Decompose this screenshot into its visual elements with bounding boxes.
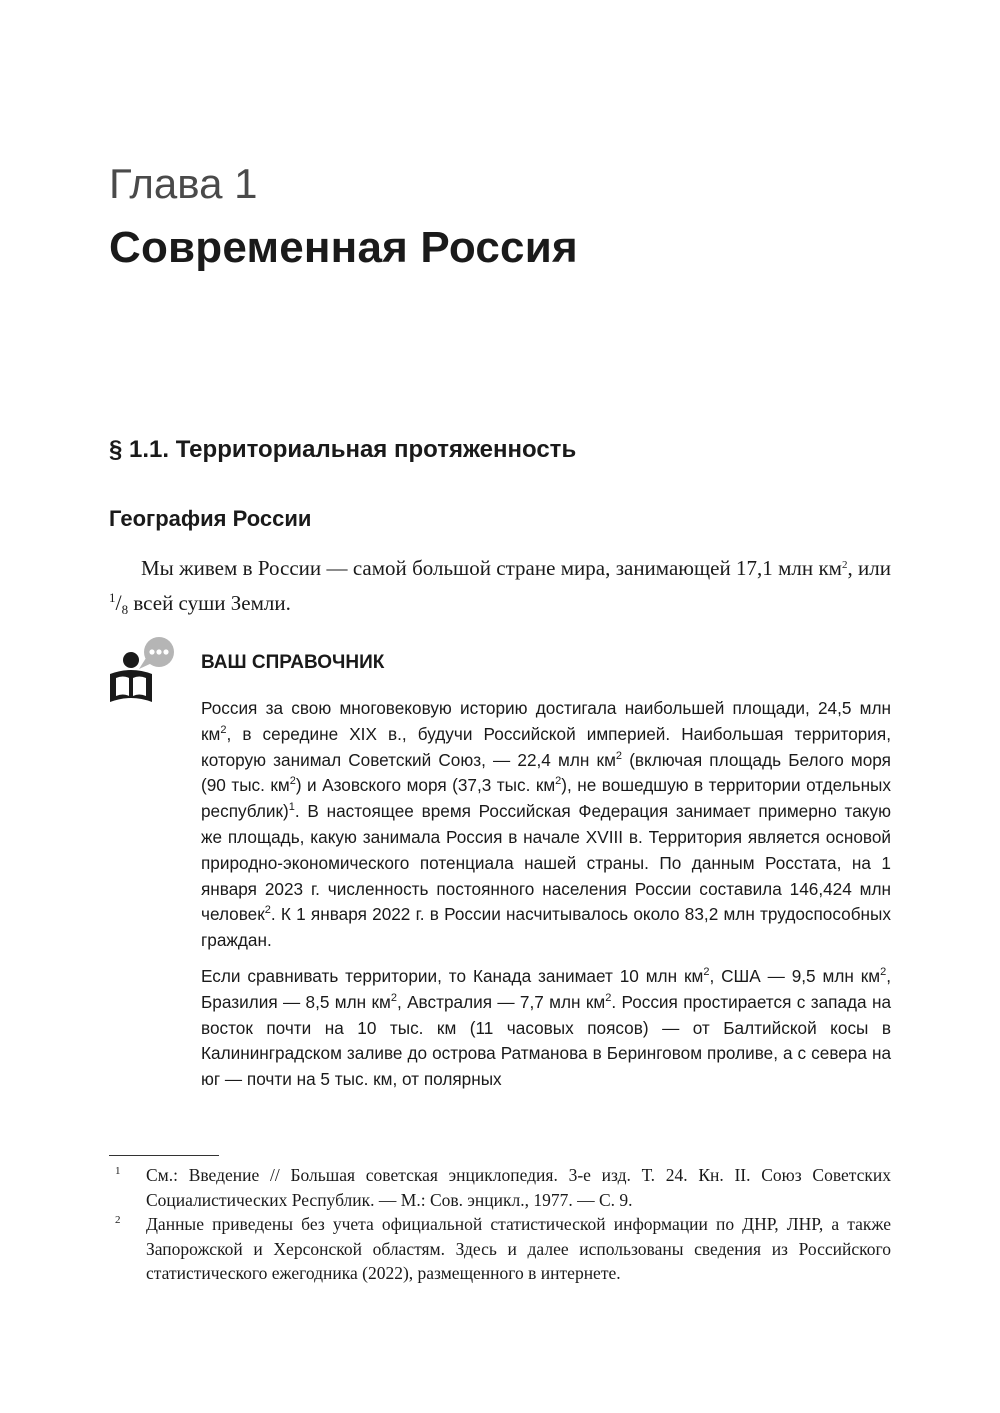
reference-box <box>201 696 891 1103</box>
footnotes <box>109 1163 891 1286</box>
footnote-ref-2[interactable]: 2 <box>264 904 271 917</box>
reader-with-speech-bubble-icon <box>106 636 178 706</box>
chapter-number: Глава 1 <box>109 160 258 207</box>
reference-paragraph-1: Россия за свою многовековую историю достигала наибольшей площади, 24,5 млн км$^2$, в середине XIX в., будучи Российской империей. Наибольшая территория, которую занимал Советский Союз, — 22,4 млн км$^2$ (включая площадь Белого моря (90 тыс. км$^2$) и Азовского моря (37,3 тыс. км$^2$), не вошедшую в территории отдельных республик)$^1$. В настоящее время Российская Федерация занимает примерно такую же площадь, какую занимала Россия в начале XVIII в. Территория является основой природно-экономического потенциала нашей страны. По данным Росстата, на 1 января 2023 г. численность постоянного населения России составила 146,424 млн человек$^2$. К 1 января 2022 г. в России насчитывалось около 83,2 млн трудоспособных граждан. <box>201 698 892 951</box>
footnote-1: 1 См.: Введение // Большая советская энциклопедия. 3-е изд. Т. 24. Кн. II. Союз Советских Социалистических Республик. — М.: Сов. энцикл., 1977. — С. 9. <box>115 1165 891 1210</box>
reference-paragraph-2: Если сравнивать территории, то Канада занимает 10 млн км$^2$, США — 9,5 млн км$^2$, Бразилия — 8,5 млн км$^2$, Австралия — 7,7 млн км$^2$. Россия простирается с запада на восток почти на 10 тыс. км (11 часовых поясов) — от Балтийской косы в Калининградском заливе до острова Ратманова в Беринговом проливе, а с севера на юг — почти на 5 тыс. км, от полярных <box>201 965 892 1090</box>
chapter-title: Современная Россия <box>109 223 578 272</box>
footnote-ref-1[interactable]: 1 <box>288 801 295 814</box>
intro-paragraph: Мы живем в России — самой большой стране мира, занимающей 17,1 млн км$^2$, или $^1/_8$ всей суши Земли. <box>109 556 891 617</box>
reference-heading: ВАШ СПРАВОЧНИК <box>201 652 385 673</box>
footnote-number: 2 <box>115 1214 121 1226</box>
fraction-one-eighth: $^1/_8$ <box>109 590 129 617</box>
footnote-divider <box>109 1155 219 1156</box>
section-title: § 1.1. Территориальная протяженность <box>109 436 577 463</box>
footnote-2: 2 Данные приведены без учета официальной статистической информации по ДНР, ЛНР, а также Запорожской и Херсонской областям. Здесь и далее использованы сведения из Российского статистического ежегодника (2022), размещенного в интернете. <box>115 1214 891 1283</box>
subsection-title: География России <box>109 506 312 531</box>
footnote-number: 1 <box>115 1165 121 1177</box>
